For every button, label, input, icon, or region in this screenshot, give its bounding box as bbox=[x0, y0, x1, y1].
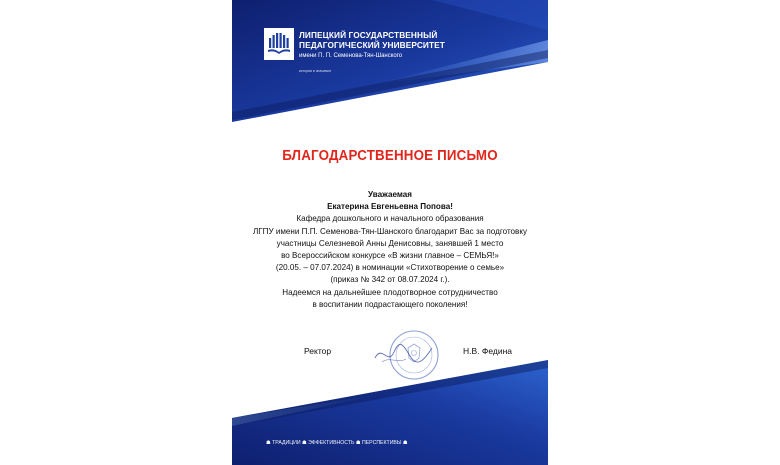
footer-band bbox=[232, 360, 548, 465]
body-line: во Всероссийском конкурсе «В жизни главное – СЕМЬЯ!» bbox=[281, 251, 499, 261]
document-title: БЛАГОДАРСТВЕННОЕ ПИСЬМО bbox=[282, 148, 498, 164]
university-name bbox=[299, 30, 445, 76]
letter-body bbox=[232, 189, 548, 311]
salutation: Уважаемая bbox=[368, 190, 412, 199]
body-line: в воспитании подрастающего поколения! bbox=[312, 299, 468, 309]
body-line: Кафедра дошкольного и начального образования bbox=[296, 214, 484, 224]
certificate-sheet bbox=[232, 0, 548, 465]
university-name-line3: имени П. П. Семенова-Тян-Шанского bbox=[299, 53, 403, 59]
signature-position: Ректор bbox=[304, 346, 332, 356]
body-line: (приказ № 342 от 08.07.2024 г.). bbox=[330, 275, 450, 285]
logo-caption: история в значимое bbox=[299, 69, 332, 73]
footer-motto: ☗ ТРАДИЦИИ ☗ ЭФФЕКТИВНОСТЬ ☗ ПЕРСПЕКТИВЫ ☗ bbox=[266, 440, 408, 446]
university-name-line2: ПЕДАГОГИЧЕСКИЙ УНИВЕРСИТЕТ bbox=[299, 40, 445, 50]
university-logo bbox=[264, 28, 294, 60]
body-line: Надеемся на дальнейшее плодотворное сотрудничество bbox=[282, 287, 498, 297]
signer-name: Н.В. Федина bbox=[463, 346, 513, 356]
university-name-line1: ЛИПЕЦКИЙ ГОСУДАРСТВЕННЫЙ bbox=[299, 30, 438, 40]
recipient-name: Екатерина Евгеньевна Попова! bbox=[327, 202, 453, 212]
body-line: участницы Селезневой Анны Денисовны, занявшей 1 место bbox=[276, 238, 504, 248]
body-line: (20.05. – 07.07.2024) в номинации «Стихотворение о семье» bbox=[275, 263, 505, 273]
body-line: ЛГПУ имени П.П. Семенова-Тян-Шанского благодарит Вас за подготовку bbox=[252, 226, 528, 236]
